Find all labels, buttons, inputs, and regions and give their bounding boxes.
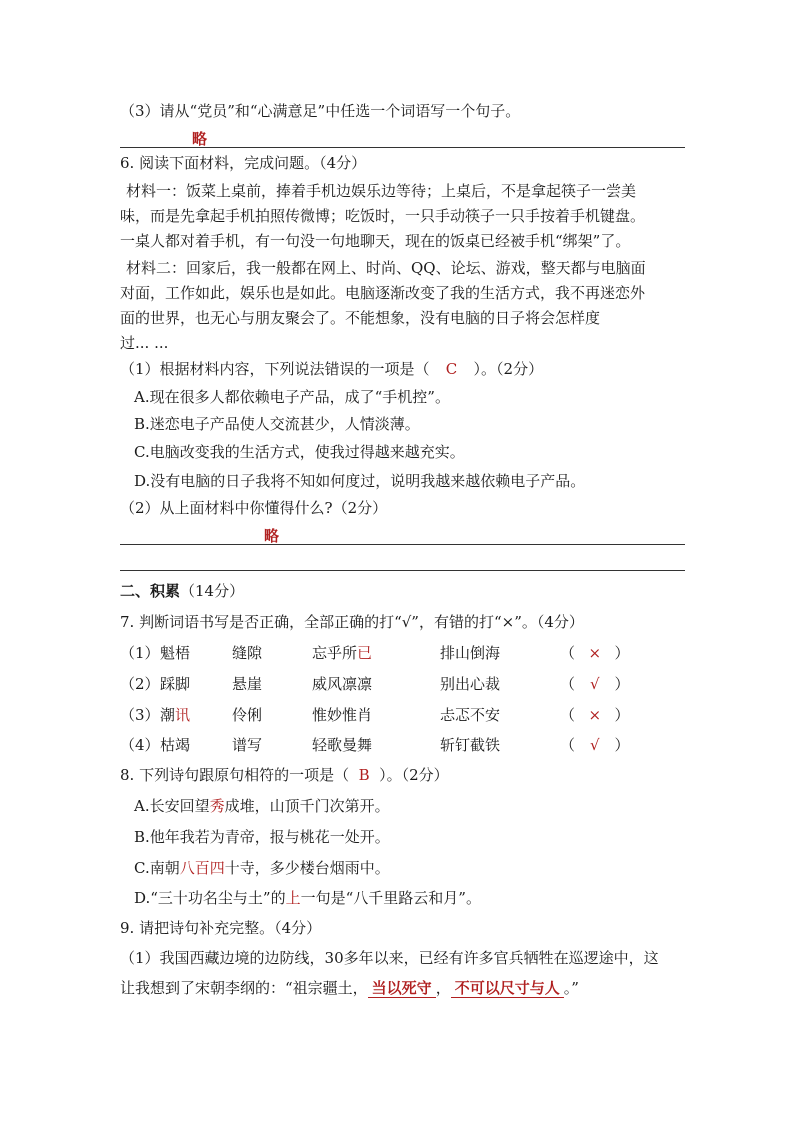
q6-1-option: D.没有电脑的日子我将不知如何度过，说明我越来越依赖电子产品。 [134,472,586,490]
q6-1-prompt-post: ）。（2分） [473,360,544,378]
q7-word: 惟妙惟肖 [312,706,373,724]
q7-word: 潮讯 [160,706,191,724]
q7-word: 伶俐 [232,706,263,724]
q7-answer-bracket: （ √ ） [560,675,630,693]
q8-answer: B [358,766,370,784]
q9-1-line: 让我想到了宋朝李纲的：“祖宗疆土， 当以死守 ， 不可以尺寸与人 。” [120,979,579,997]
q7-word: 谱写 [232,736,263,754]
q8-prompt: 8. 下列诗句跟原句相符的一项是（ B ）。（2分） [120,766,449,784]
q7-word: 排山倒海 [440,644,501,662]
answer-line [120,544,685,545]
q6-2-prompt: （2）从上面材料中你懂得什么?（2分） [120,499,388,517]
q6-1-answer: C [445,360,458,378]
answer-line [120,147,685,148]
q7-answer-bracket: （ × ） [560,644,630,662]
q6-1-prompt-pre: （1）根据材料内容，下列说法错误的一项是（ [120,360,430,378]
q7-word: 轻歌曼舞 [312,736,373,754]
q9-1-line: （1）我国西藏边境的边防线，30多年以来，已经有许多官兵牺牲在巡逻途中，这 [120,949,659,967]
q8-option-c: C.南朝八百四十寺，多少楼台烟雨中。 [134,859,390,877]
q9-answer-2: 不可以尺寸与人 [451,979,564,998]
q6-material-line: 过... ... [120,334,169,352]
q9-answer-1: 当以死守 [368,979,436,998]
q5-3-answer: 略 [192,130,208,148]
q7-title: 7. 判断词语书写是否正确，全部正确的打“√”，有错的打“×”。（4分） [120,613,584,631]
q7-answer-bracket: （ × ） [560,706,630,724]
q7-word: 枯竭 [160,736,191,754]
q6-material-line: 材料二：回家后，我一般都在网上、时尚、QQ、论坛、游戏，整天都与电脑面 [126,259,646,277]
q7-word: 忘乎所已 [312,644,373,662]
q8-option-a: A.长安回望秀成堆，山顶千门次第开。 [134,797,390,815]
q5-3-prompt: （3）请从“党员”和“心满意足”中任选一个词语写一个句子。 [120,102,521,120]
q7-word: 斩钉截铁 [440,736,501,754]
q6-material-line: 面的世界，也无心与朋友聚会了。不能想象，没有电脑的日子将会怎样度 [120,309,601,327]
section-heading [120,580,244,602]
q7-row-number: （3） [120,706,160,724]
q8-option-b: B.他年我若为青帝，报与桃花一处开。 [134,828,390,846]
q6-material-line: 材料一：饭菜上桌前，捧着手机边娱乐边等待；上桌后，不是拿起筷子一尝美 [126,182,637,200]
q6-1-option: B.迷恋电子产品使人交流甚少，人情淡薄。 [134,415,420,433]
q7-word: 威风凛凛 [312,675,373,693]
q6-title: 6. 阅读下面材料，完成问题。（4分） [120,154,367,172]
q7-word: 缝隙 [232,644,263,662]
q6-material-line: 味，而是先拿起手机拍照传微博；吃饭时，一只手动筷子一只手按着手机键盘。 [120,207,646,225]
q7-word: 踩脚 [160,675,191,693]
section-title: 二、积累 [120,582,181,600]
answer-line [120,570,685,571]
q8-option-d: D.“三十功名尘与土”的上一句是“八千里路云和月”。 [134,889,481,907]
q9-title: 9. 请把诗句补充完整。（4分） [120,919,322,937]
q6-material-line: 对面，工作如此，娱乐也是如此。电脑逐渐改变了我的生活方式，我不再迷恋外 [120,284,646,302]
q7-row-number: （2） [120,675,160,693]
q7-word: 别出心裁 [440,675,501,693]
q6-1-option: A.现在很多人都依赖电子产品，成了“手机控”。 [134,388,450,406]
section-score: （14分） [180,582,245,600]
q7-word: 魁梧 [160,644,191,662]
q6-2-answer: 略 [264,527,280,545]
q6-1-option: C.电脑改变我的生活方式，使我过得越来越充实。 [134,443,465,461]
q7-answer-bracket: （ √ ） [560,736,630,754]
q6-1-prompt [120,358,543,380]
q7-word: 悬崖 [232,675,263,693]
q7-row-number: （4） [120,736,160,754]
q7-row-number: （1） [120,644,160,662]
q7-word: 忐忑不安 [440,706,501,724]
q6-material-line: 一桌人都对着手机，有一句没一句地聊天，现在的饭桌已经被手机“绑架”了。 [120,232,631,250]
